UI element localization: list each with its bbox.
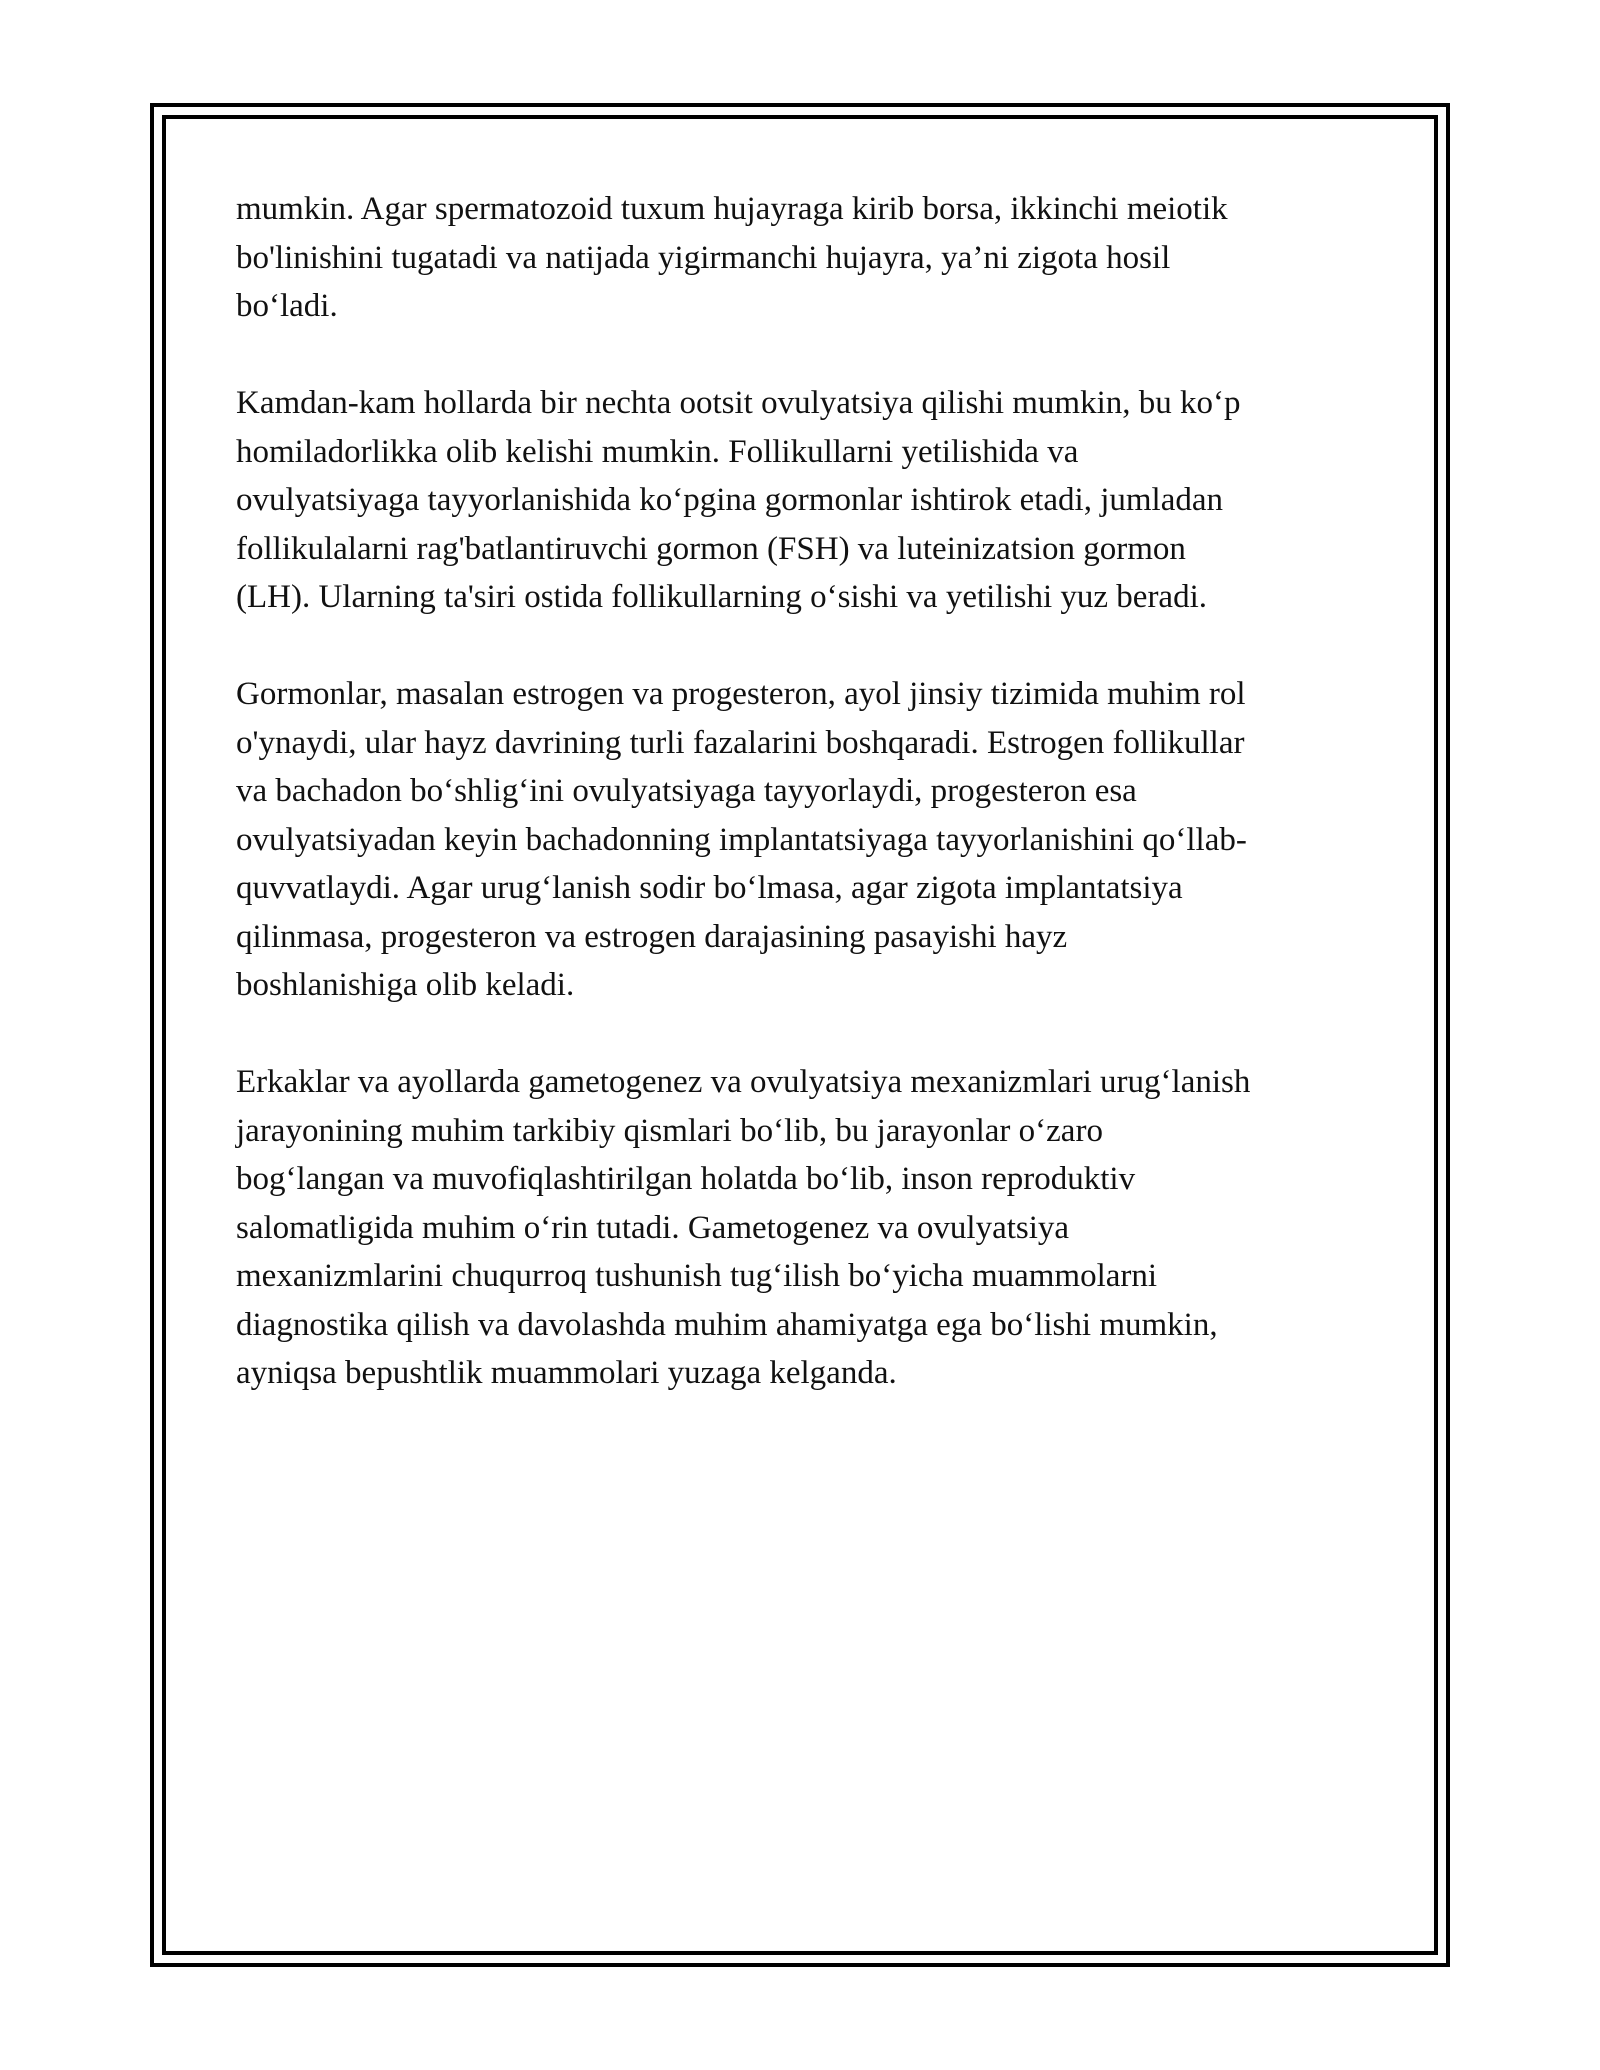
paragraph-3: Gormonlar, masalan estrogen va progesteron, ayol jinsiy tizimida muhim rol o'ynaydi, ular hayz davrining turli fazalarini boshqaradi. Estrogen follikullar va bachadon bo‘shlig‘ini ovulyatsiyaga tayyorlaydi, progesteron esa ovulyatsiyadan keyin bachadonning implantatsiyaga tayyorlanishini qo‘llab- quvvatlaydi. Agar urug‘lanish sodir bo‘lmasa, agar zigota implantatsiya qilinmasa, progesteron va estrogen darajasining pasayishi hayz boshlanishiga olib keladi.	[236, 676, 1247, 1003]
paragraph-4: Erkaklar va ayollarda gametogenez va ovulyatsiya mexanizmlari urug‘lanish jarayonining muhim tarkibiy qismlari bo‘lib, bu jarayonlar o‘zaro bog‘langan va muvofiqlashtirilgan holatda bo‘lib, inson reproduktiv salomatligida muhim o‘rin tutadi. Gametogenez va ovulyatsiya mexanizmlarini chuqurroq tushunish tug‘ilish bo‘yicha muammolarni diagnostika qilish va davolashda muhim ahamiyatga ega bo‘lishi mumkin, ayniqsa bepushtlik muammolari yuzaga kelganda.	[236, 1064, 1251, 1391]
document-body	[236, 185, 1376, 1446]
paragraph-2: Kamdan-kam hollarda bir nechta ootsit ovulyatsiya qilishi mumkin, bu ko‘p homiladorlikka olib kelishi mumkin. Follikullarni yetilishida va ovulyatsiyaga tayyorlanishida ko‘pgina gormonlar ishtirok etadi, jumladan follikulalarni rag'batlantiruvchi gormon (FSH) va luteinizatsion gormon (LH). Ularning ta'siri ostida follikullarning o‘sishi va yetilishi yuz beradi.	[236, 385, 1241, 615]
paragraph-1: mumkin. Agar spermatozoid tuxum hujayraga kirib borsa, ikkinchi meiotik bo'linishini tugatadi va natijada yigirmanchi hujayra, ya’ni zigota hosil bo‘ladi.	[236, 191, 1228, 324]
